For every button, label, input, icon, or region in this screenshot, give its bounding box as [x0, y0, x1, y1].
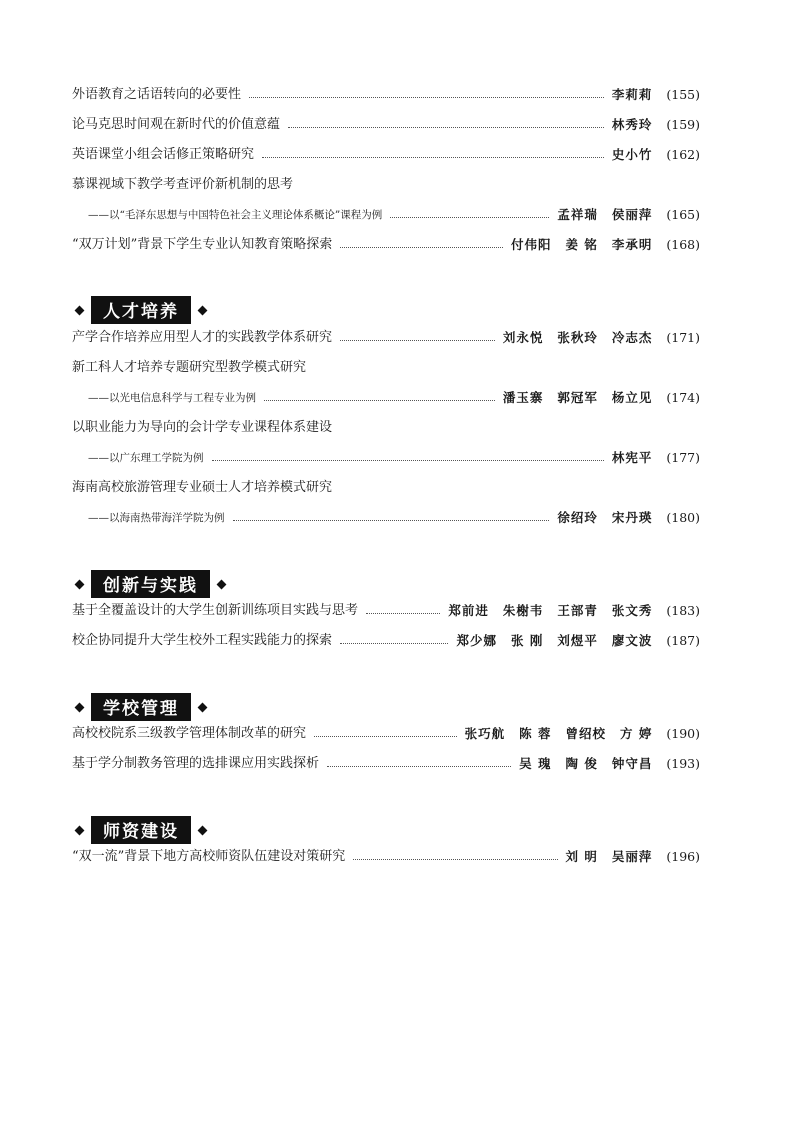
entry-authors: [503, 387, 653, 409]
page-number: (193): [666, 756, 700, 771]
author: 宋丹瑛: [611, 510, 653, 525]
section-heading: [72, 571, 225, 597]
section-heading: [72, 297, 206, 323]
leader-dots: [366, 613, 440, 614]
leader-dots: [314, 736, 457, 737]
author: 李承明: [611, 237, 653, 252]
leader-dots: [340, 340, 495, 341]
section-heading: [72, 817, 206, 843]
page-number: (183): [666, 603, 700, 618]
author: 徐绍玲: [557, 510, 598, 525]
diamond-icon: [75, 305, 85, 315]
author: 王部青: [557, 603, 598, 618]
entry-title: “双一流”背景下地方高校师资队伍建设对策研究: [72, 849, 346, 864]
author: 吴 瑰: [519, 756, 552, 771]
author: 侯丽萍: [611, 207, 653, 222]
toc-entry[interactable]: [72, 477, 700, 499]
toc-entry[interactable]: [72, 630, 700, 652]
entry-title: 海南高校旅游管理专业硕士人才培养模式研究: [72, 480, 333, 495]
author: 郑前进: [448, 603, 489, 618]
author: 刘永悦: [502, 330, 544, 345]
author: 刘 明: [565, 849, 598, 864]
page-number: (177): [666, 450, 700, 465]
entry-title: 校企协同提升大学生校外工程实践能力的探索: [72, 633, 333, 648]
author: 史小竹: [611, 147, 653, 162]
toc-entry[interactable]: [72, 144, 700, 166]
author: 陶 俊: [565, 756, 598, 771]
leader-dots: [288, 127, 604, 128]
diamond-icon: [75, 702, 85, 712]
page-number: (165): [666, 207, 700, 222]
entry-authors: [612, 447, 653, 469]
page-number: (162): [666, 147, 700, 162]
entry-subtitle: ——以“毛泽东思想与中国特色社会主义理论体系概论”课程为例: [88, 209, 383, 221]
toc-entry[interactable]: [72, 234, 700, 256]
leader-dots: [233, 520, 550, 521]
leader-dots: [340, 643, 448, 644]
leader-dots: [353, 859, 557, 860]
toc-entry[interactable]: [72, 357, 700, 379]
toc-entry-subtitle[interactable]: [88, 447, 700, 469]
entry-authors: [519, 753, 652, 775]
leader-dots: [249, 97, 604, 98]
author: 姜 铭: [565, 237, 598, 252]
page-number: (187): [666, 633, 700, 648]
entry-authors: [612, 84, 653, 106]
entry-title: 论马克思时间观在新时代的价值意蕴: [72, 117, 281, 132]
entry-subtitle: ——以广东理工学院为例: [88, 452, 204, 464]
toc-entry[interactable]: [72, 174, 700, 196]
author: 张文秀: [611, 603, 653, 618]
author: 朱榭韦: [502, 603, 544, 618]
entry-title: “双万计划”背景下学生专业认知教育策略探索: [72, 237, 333, 252]
section-heading: [72, 694, 206, 720]
entry-authors: [566, 846, 653, 868]
entry-title: 以职业能力为导向的会计学专业课程体系建设: [72, 420, 333, 435]
diamond-icon: [198, 305, 208, 315]
page-number: (155): [666, 87, 700, 102]
author: 张秋玲: [557, 330, 598, 345]
author: 张巧航: [464, 726, 506, 741]
toc-entry[interactable]: [72, 84, 700, 106]
entry-title: 基于全覆盖设计的大学生创新训练项目实践与思考: [72, 603, 359, 618]
page-number: (196): [666, 849, 700, 864]
author: 张 刚: [510, 633, 544, 648]
entry-authors: [557, 507, 652, 529]
entry-authors: [612, 114, 653, 136]
author: 孟祥瑞: [557, 207, 598, 222]
entry-title: 新工科人才培养专题研究型教学模式研究: [72, 360, 307, 375]
toc-entry-subtitle[interactable]: [88, 387, 700, 409]
entry-authors: [612, 144, 653, 166]
author: 林宪平: [611, 450, 653, 465]
entry-title: 慕课视域下教学考查评价新机制的思考: [72, 177, 294, 192]
leader-dots: [390, 217, 549, 218]
page-number: (190): [666, 726, 700, 741]
toc-entry[interactable]: [72, 753, 700, 775]
leader-dots: [264, 400, 495, 401]
toc-entry[interactable]: [72, 114, 700, 136]
section-title: 师资建设: [91, 816, 191, 844]
entry-title: 产学合作培养应用型人才的实践教学体系研究: [72, 330, 333, 345]
author: 李莉莉: [611, 87, 653, 102]
toc-entry[interactable]: [72, 846, 700, 868]
author: 刘煜平: [557, 633, 598, 648]
leader-dots: [340, 247, 503, 248]
leader-dots: [212, 460, 604, 461]
entry-title: 基于学分制教务管理的选排课应用实践探析: [72, 756, 320, 771]
page-number: (168): [666, 237, 700, 252]
author: 林秀玲: [611, 117, 653, 132]
entry-authors: [557, 204, 652, 226]
page-number: (159): [666, 117, 700, 132]
author: 付伟阳: [510, 237, 552, 252]
diamond-icon: [198, 702, 208, 712]
entry-title: 英语课堂小组会话修正策略研究: [72, 147, 255, 162]
toc-entry-subtitle[interactable]: [88, 204, 700, 226]
entry-authors: [456, 630, 652, 652]
toc-entry[interactable]: [72, 327, 700, 349]
page-number: (174): [666, 390, 700, 405]
author: 郭冠军: [557, 390, 598, 405]
author: 吴丽萍: [611, 849, 653, 864]
section-title: 学校管理: [91, 693, 191, 721]
author: 廖文波: [611, 633, 653, 648]
leader-dots: [262, 157, 604, 158]
diamond-icon: [75, 825, 85, 835]
diamond-icon: [217, 579, 227, 589]
section-title: 人才培养: [91, 296, 191, 324]
author: 杨立见: [611, 390, 653, 405]
entry-authors: [503, 327, 653, 349]
entry-authors: [465, 723, 653, 745]
page-number: (180): [666, 510, 700, 525]
entry-authors: [511, 234, 652, 256]
entry-authors: [448, 600, 652, 622]
entry-subtitle: ——以光电信息科学与工程专业为例: [88, 392, 256, 404]
author: 曾绍校: [565, 726, 607, 741]
entry-title: 外语教育之话语转向的必要性: [72, 87, 242, 102]
leader-dots: [327, 766, 511, 767]
page-number: (171): [666, 330, 700, 345]
entry-title: 高校校院系三级教学管理体制改革的研究: [72, 726, 307, 741]
author: 冷志杰: [611, 330, 653, 345]
author: 钟守昌: [611, 756, 653, 771]
toc-entry[interactable]: [72, 417, 700, 439]
author: 郑少娜: [456, 633, 497, 648]
toc-entry[interactable]: [72, 723, 700, 745]
toc-entry-subtitle[interactable]: [88, 507, 700, 529]
diamond-icon: [75, 579, 85, 589]
author: 潘玉寨: [502, 390, 544, 405]
toc-entry[interactable]: [72, 600, 700, 622]
diamond-icon: [198, 825, 208, 835]
author: 方 婷: [620, 726, 653, 741]
entry-subtitle: ——以海南热带海洋学院为例: [88, 512, 225, 524]
author: 陈 蓉: [519, 726, 552, 741]
section-title: 创新与实践: [91, 570, 210, 598]
